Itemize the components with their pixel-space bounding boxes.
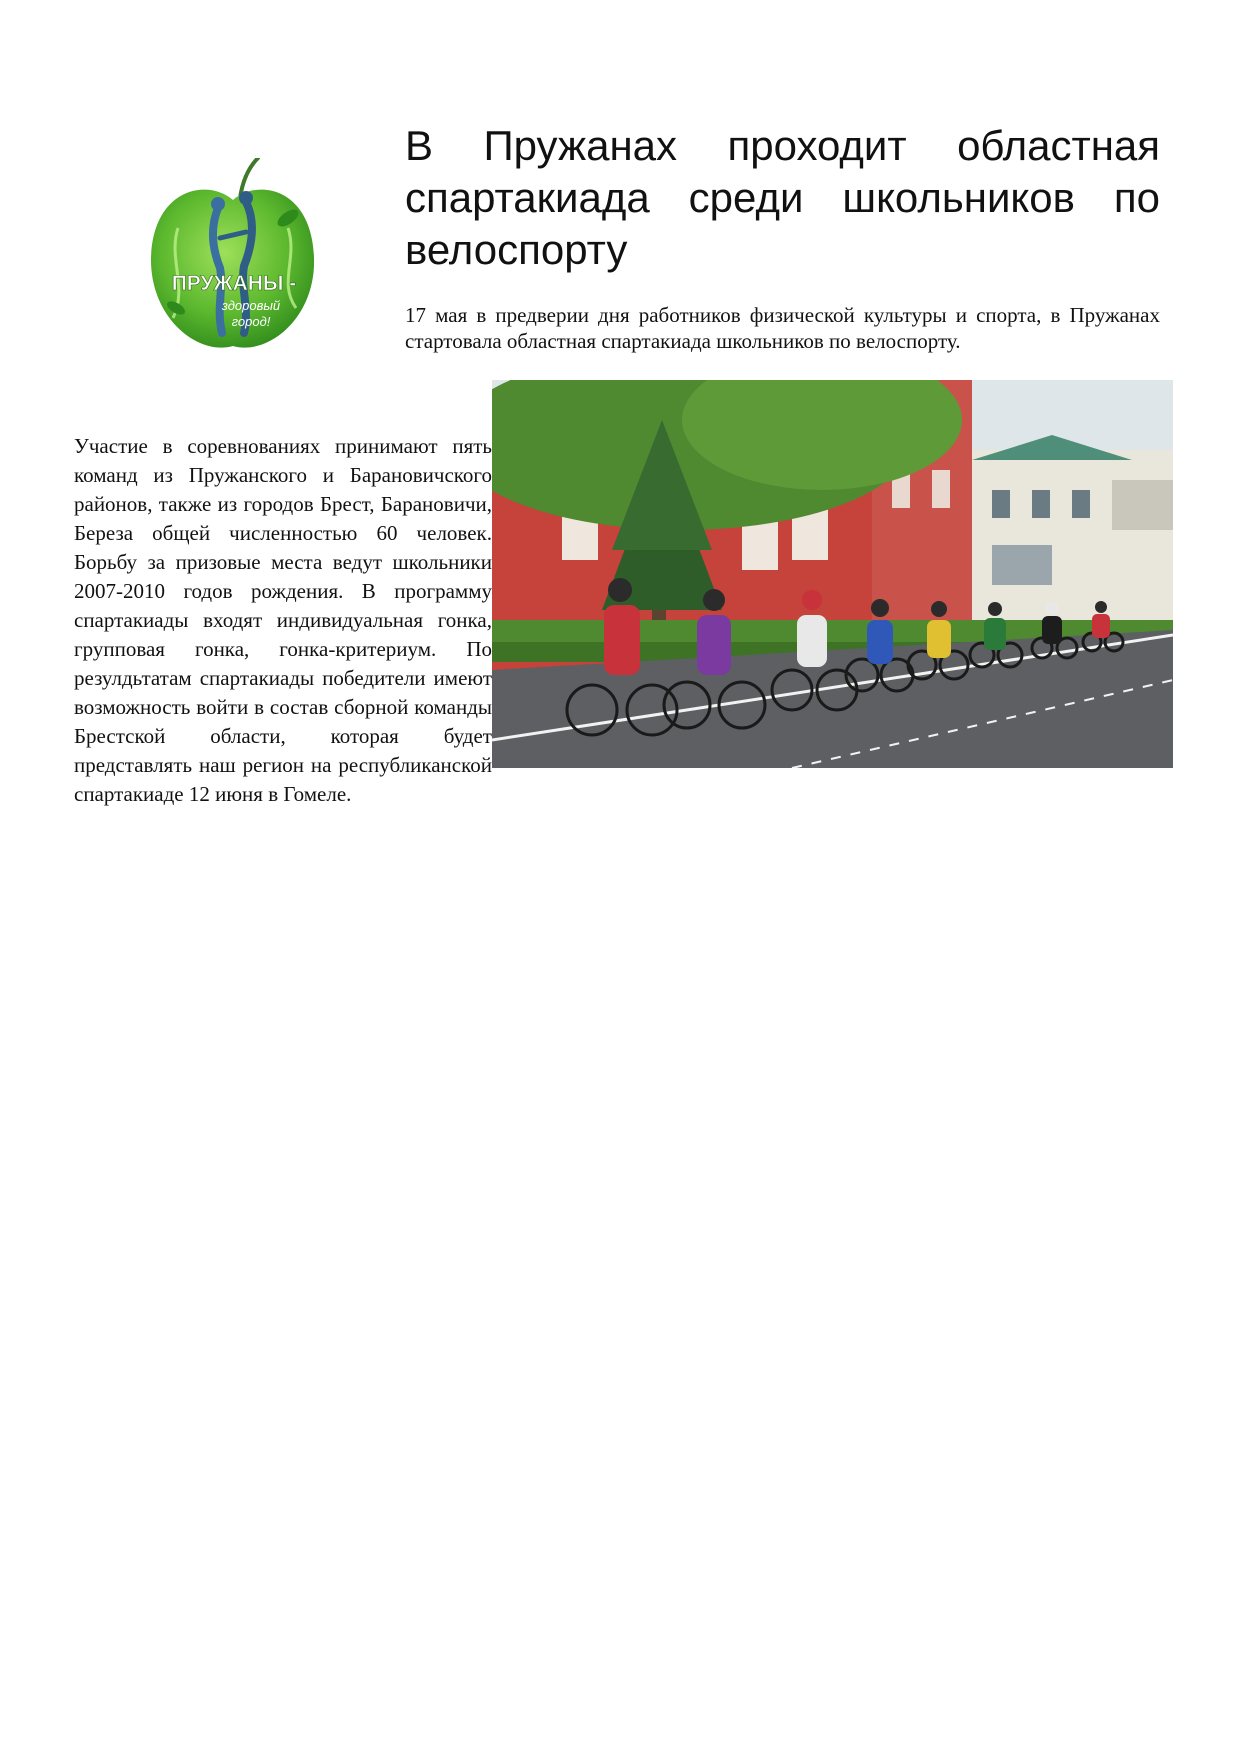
- article-lead: 17 мая в предверии дня работников физической культуры и спорта, в Пружанах стартовала областная спартакиада школьников по велоспорту.: [405, 303, 1160, 353]
- photo-wrap-spacer: [492, 432, 1172, 770]
- article-headline: В Пружанах проходит областная спартакиада среди школьников по велоспорту: [405, 122, 1160, 273]
- article-body-text: Участие в соревнованиях принимают пять команд из Пружанского и Барановичского районов, также из городов Брест, Барановичи, Береза общей численностью 60 человек. Борьбу за призовые места ведут школьники 2007-2010 годов рождения. В программу спартакиады входят индивидуальная гонка, групповая гонка, гонка-критериум. По резулдьтатам спартакиады победители имеют возможность войти в состав сборной команды Брестской области, которая будет представлять наш регион на республиканской спартакиаде 12 июня в Гомеле.: [74, 434, 492, 806]
- pruzhany-healthy-city-logo: [148, 158, 318, 358]
- article-body: [74, 432, 1172, 809]
- logo-title-text: ПРУЖАНЫ -: [171, 272, 297, 295]
- logo-subtitle-text-2: город!: [231, 314, 271, 329]
- apple-logo-icon: [148, 158, 318, 358]
- logo-subtitle-text: здоровый: [221, 298, 281, 313]
